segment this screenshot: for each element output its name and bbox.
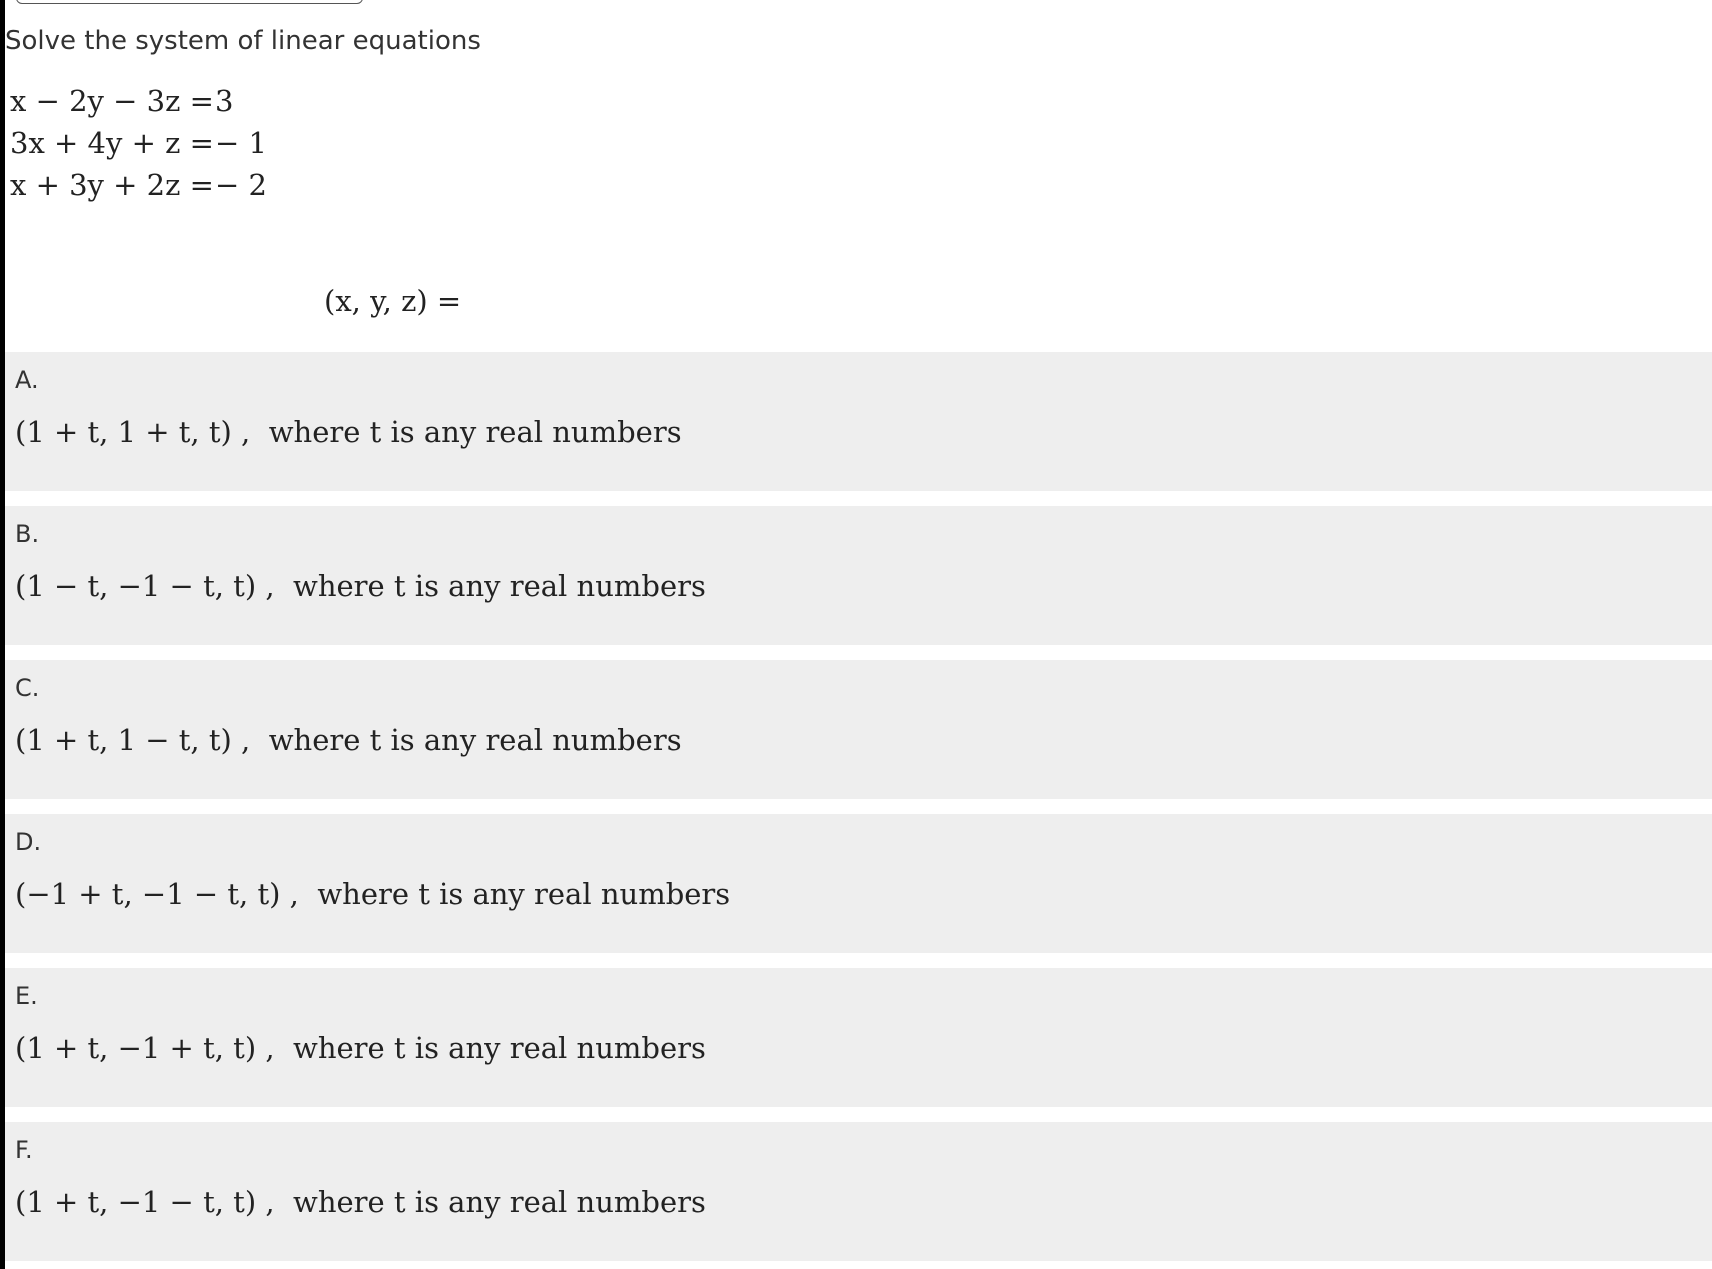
choice-b[interactable]	[5, 506, 1712, 645]
equation-rhs: − 1	[215, 126, 267, 160]
choice-tuple: (1 + t, −1 + t, t) ,	[15, 1031, 275, 1065]
choice-suffix: where t is any real numbers	[317, 877, 731, 911]
choice-tuple: (1 − t, −1 − t, t) ,	[15, 569, 275, 603]
choice-expression	[15, 1031, 706, 1065]
choice-d[interactable]	[5, 814, 1712, 953]
equation-row-3	[10, 168, 267, 210]
choice-expression	[15, 569, 706, 603]
choice-c[interactable]	[5, 660, 1712, 799]
choice-suffix: where t is any real numbers	[268, 415, 682, 449]
answer-prompt: (x, y, z) =	[324, 284, 462, 318]
choice-expression	[15, 415, 682, 449]
choice-suffix: where t is any real numbers	[293, 1031, 706, 1065]
choice-letter: F.	[15, 1136, 33, 1164]
choice-letter: B.	[15, 520, 40, 548]
choice-tuple: (1 + t, 1 + t, t) ,	[15, 415, 251, 449]
top-button-stub[interactable]	[16, 0, 363, 4]
equation-lhs: x + 3y + 2z =	[10, 168, 214, 202]
choice-tuple: (1 + t, 1 − t, t) ,	[15, 723, 251, 757]
equation-row-2	[10, 126, 267, 168]
choice-f[interactable]	[5, 1122, 1712, 1261]
choice-a[interactable]	[5, 352, 1712, 491]
choice-expression	[15, 877, 730, 911]
equation-rhs: − 2	[215, 168, 267, 202]
choice-suffix: where t is any real numbers	[293, 569, 706, 603]
choice-suffix: where t is any real numbers	[268, 723, 682, 757]
equation-row-1	[10, 84, 233, 126]
choice-tuple: (1 + t, −1 − t, t) ,	[15, 1185, 275, 1219]
equation-lhs: 3x + 4y + z =	[10, 126, 214, 160]
choice-letter: D.	[15, 828, 42, 856]
choice-expression	[15, 723, 682, 757]
question-prompt: Solve the system of linear equations	[5, 26, 481, 56]
choice-tuple: (−1 + t, −1 − t, t) ,	[15, 877, 299, 911]
choice-e[interactable]	[5, 968, 1712, 1107]
choice-expression	[15, 1185, 706, 1219]
choice-letter: C.	[15, 674, 40, 702]
choice-letter: E.	[15, 982, 38, 1010]
equation-rhs: 3	[215, 84, 234, 118]
equation-lhs: x − 2y − 3z =	[10, 84, 214, 118]
choice-suffix: where t is any real numbers	[293, 1185, 706, 1219]
choice-letter: A.	[15, 366, 39, 394]
